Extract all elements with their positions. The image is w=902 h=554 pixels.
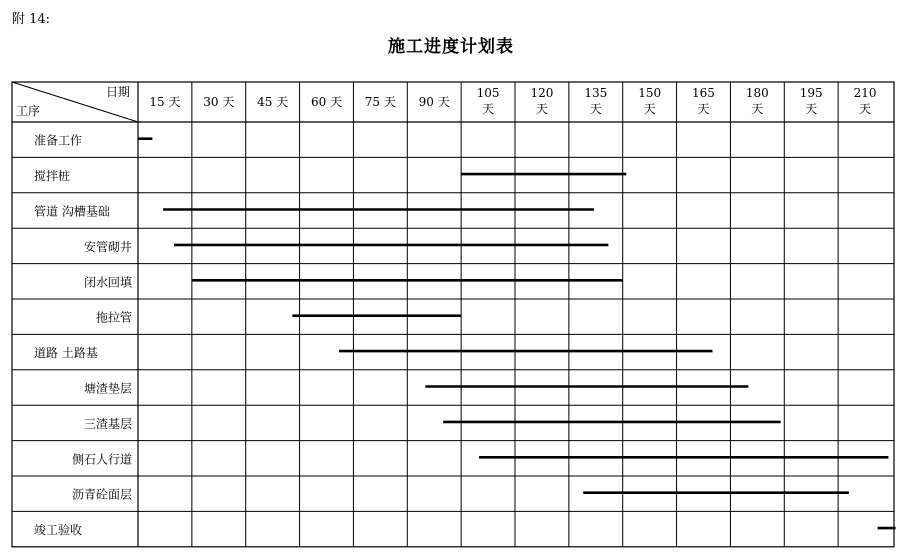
corner-date-label: 日期 bbox=[105, 85, 130, 99]
column-header: 75 天 bbox=[364, 95, 396, 109]
column-header-unit: 天 bbox=[859, 102, 872, 116]
task-label: 安管砌井 bbox=[83, 239, 132, 254]
column-header-day: 150 bbox=[638, 86, 662, 100]
task-label: 搅拌桩 bbox=[34, 169, 71, 184]
task-label: 道路 土路基 bbox=[34, 346, 98, 361]
column-header-unit: 天 bbox=[643, 102, 656, 116]
corner-process-label: 工序 bbox=[16, 104, 41, 118]
task-label: 管道 沟槽基础 bbox=[34, 204, 110, 219]
column-header-day: 120 bbox=[530, 86, 554, 100]
column-header-unit: 天 bbox=[589, 102, 602, 116]
task-label: 侧石人行道 bbox=[71, 452, 132, 467]
table-border bbox=[12, 82, 894, 547]
task-label: 竣工验收 bbox=[34, 523, 83, 538]
column-header-day: 180 bbox=[745, 86, 769, 100]
task-label: 塘渣垫层 bbox=[83, 381, 132, 396]
column-header-day: 105 bbox=[476, 86, 500, 100]
column-header: 45 天 bbox=[257, 95, 289, 109]
column-header: 90 天 bbox=[418, 95, 450, 109]
task-label: 准备工作 bbox=[34, 133, 83, 148]
column-header-day: 165 bbox=[692, 86, 715, 100]
page-title: 施工进度计划表 bbox=[388, 37, 514, 57]
column-header-unit: 天 bbox=[751, 102, 764, 116]
task-label: 拖拉管 bbox=[95, 310, 132, 325]
column-header: 15 天 bbox=[149, 95, 181, 109]
column-header-unit: 天 bbox=[697, 102, 710, 116]
task-label: 沥青砼面层 bbox=[71, 487, 132, 502]
column-header-day: 210 bbox=[853, 86, 877, 100]
column-header-unit: 天 bbox=[535, 102, 548, 116]
task-label: 三渣基层 bbox=[83, 416, 132, 431]
column-header-unit: 天 bbox=[805, 102, 818, 116]
column-header: 60 天 bbox=[310, 95, 343, 109]
column-header-day: 135 bbox=[584, 86, 608, 100]
task-label: 闭水回填 bbox=[83, 275, 132, 290]
column-header-day: 195 bbox=[799, 86, 823, 100]
column-header-unit: 天 bbox=[482, 102, 495, 116]
appendix-label: 附 14: bbox=[12, 12, 51, 27]
column-header: 30 天 bbox=[203, 95, 235, 109]
